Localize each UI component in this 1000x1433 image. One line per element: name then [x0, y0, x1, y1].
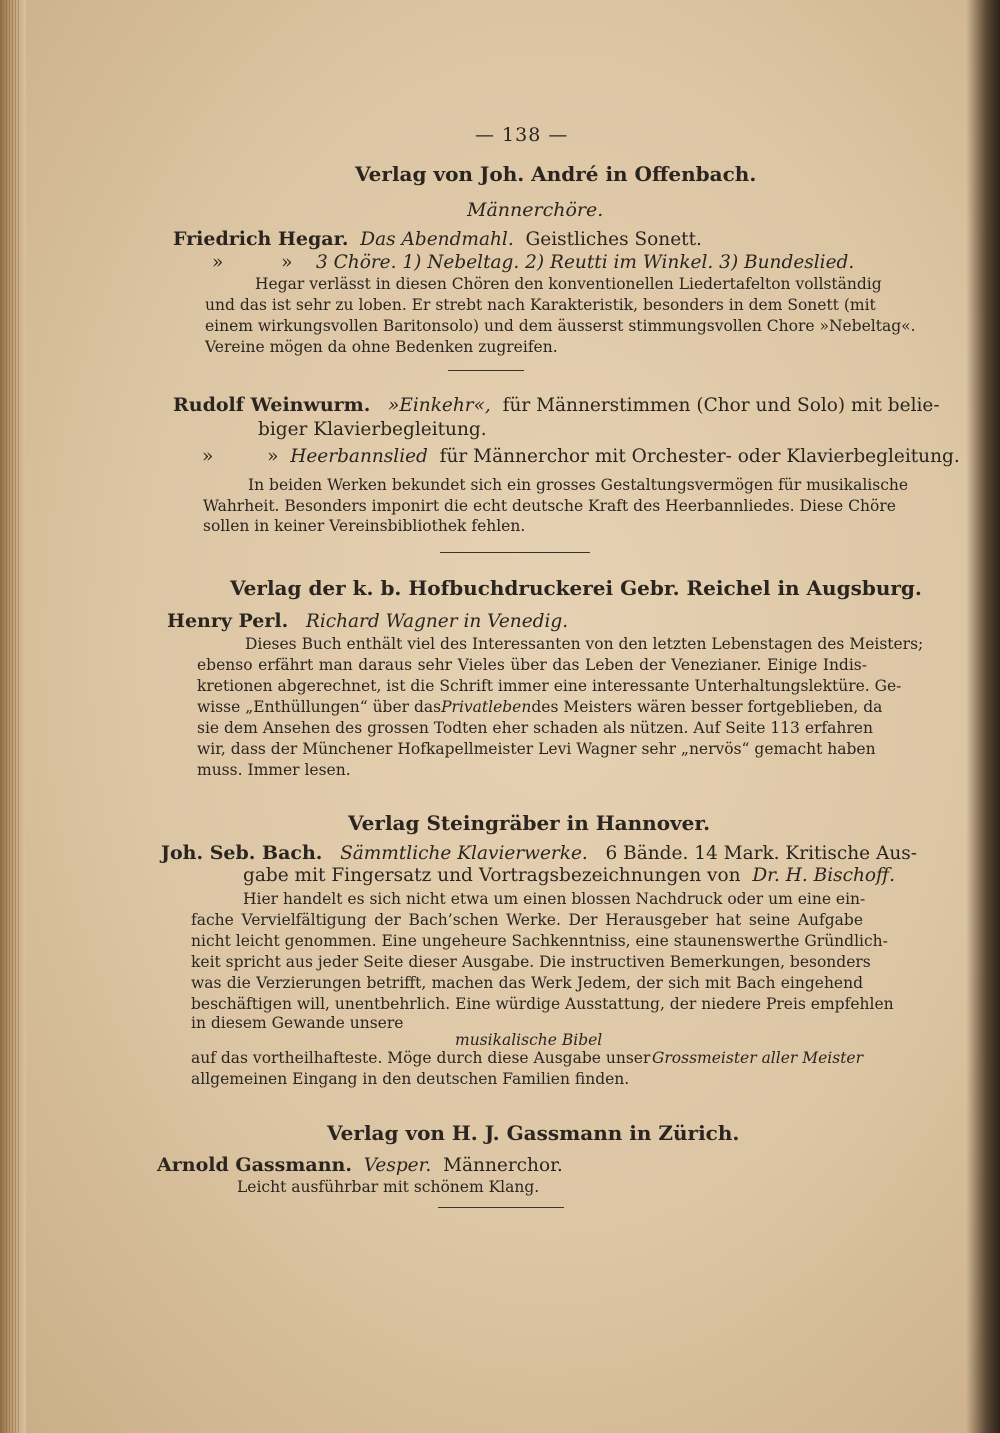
- review-line: einem wirkungsvollen Baritonsolo) und dem äusserst stimmungsvollen Chore »Nebeltag«.: [205, 317, 916, 335]
- review-line: Dieses Buch enthält viel des Interessanten von den letzten Lebenstagen des Meisters;: [245, 635, 924, 653]
- review-line: beschäftigen will, unentbehrlich. Eine würdige Ausstattung, der niedere Preis empfehlen: [191, 995, 894, 1013]
- entry-bach-2: [243, 865, 895, 886]
- review-line: allgemeinen Eingang in den deutschen Familien finden.: [191, 1070, 630, 1088]
- author-name: Arnold Gassmann.: [157, 1154, 352, 1176]
- book-spine: [0, 0, 26, 1433]
- review-line: und das ist sehr zu loben. Er strebt nach Karakteristik, besonders in dem Sonett (mit: [205, 296, 876, 314]
- review-text: wisse „Enthüllungen“ über das: [197, 698, 442, 716]
- work-description: 6 Bände. 14 Mark. Kritische Aus-: [605, 843, 917, 864]
- review-line: nicht leicht genommen. Eine ungeheure Sachkenntniss, eine staunenswerthe Gründlich-: [191, 932, 888, 950]
- editor-name: Dr. H. Bischoff.: [752, 865, 896, 886]
- section-divider: [438, 1207, 564, 1208]
- entry-hegar-2: [212, 252, 854, 273]
- entry-gassmann: [157, 1154, 563, 1176]
- section-divider: [448, 370, 524, 371]
- review-line: ebenso erfährt man daraus sehr Vieles über das Leben der Venezianer. Einige Indis-: [197, 656, 867, 674]
- work-title: Vesper.: [363, 1155, 432, 1176]
- review-line-mixed: [191, 1048, 863, 1069]
- entry-hegar-1: [173, 228, 702, 250]
- review-text: des Meisters wären besser fortgeblieben, da: [531, 698, 883, 716]
- publisher-heading-andre: Verlag von Joh. André in Offenbach.: [355, 162, 757, 186]
- entry-perl: [167, 610, 568, 632]
- work-description: für Männerstimmen (Chor und Solo) mit belie-: [502, 395, 940, 416]
- page-edge-shadow: [966, 0, 1000, 1433]
- review-line: Hier handelt es sich nicht etwa um einen blossen Nachdruck oder um eine ein-: [243, 890, 866, 908]
- review-line: sollen in keiner Vereinsbibliothek fehlen.: [203, 517, 526, 535]
- work-description-cont: gabe mit Fingersatz und Vortragsbezeichnungen von: [243, 865, 741, 886]
- ditto-mark: »: [202, 446, 214, 467]
- review-line: wir, dass der Münchener Hofkapellmeister Levi Wagner sehr „nervös“ gemacht haben: [197, 740, 876, 758]
- review-emphasis: Grossmeister aller Meister: [652, 1049, 863, 1067]
- review-line-mixed: [197, 697, 883, 718]
- work-title: Richard Wagner in Venedig.: [305, 611, 569, 632]
- review-line: kretionen abgerechnet, ist die Schrift immer eine interessante Unterhaltungslektüre. Ge-: [197, 677, 902, 695]
- review-line: Vereine mögen da ohne Bedenken zugreifen.: [205, 338, 558, 356]
- work-title: Sämmtliche Klavierwerke.: [340, 843, 588, 864]
- review-line: was die Verzierungen betrifft, machen das Werk Jedem, der sich mit Bach eingehend: [191, 974, 863, 992]
- review-text: auf das vortheilhafteste. Möge durch diese Ausgabe unser: [191, 1049, 651, 1067]
- ditto-mark: »: [212, 252, 224, 273]
- author-name: Rudolf Weinwurm.: [173, 394, 371, 416]
- review-line: muss. Immer lesen.: [197, 761, 351, 779]
- publisher-heading-reichel: Verlag der k. b. Hofbuchdruckerei Gebr. Reichel in Augsburg.: [230, 576, 922, 600]
- publisher-heading-gassmann: Verlag von H. J. Gassmann in Zürich.: [327, 1121, 740, 1145]
- author-name: Joh. Seb. Bach.: [161, 842, 323, 864]
- work-description: Geistliches Sonett.: [525, 229, 702, 250]
- work-title: Das Abendmahl.: [360, 229, 514, 250]
- work-title: »Einkehr«,: [388, 395, 491, 416]
- author-name: Henry Perl.: [167, 610, 289, 632]
- review-line: sie dem Ansehen des grossen Todten eher schaden als nützen. Auf Seite 113 erfahren: [197, 719, 873, 737]
- review-line: fache Vervielfältigung der Bach’schen Werke. Der Herausgeber hat seine Aufgabe: [191, 911, 863, 929]
- work-description: Männerchor.: [443, 1155, 563, 1176]
- ditto-mark: »: [281, 252, 293, 273]
- work-title: Heerbannslied: [290, 446, 428, 467]
- work-title: 3 Chöre. 1) Nebeltag. 2) Reutti im Winkel. 3) Bundeslied.: [315, 252, 855, 273]
- review-line: Hegar verlässt in diesen Chören den konventionellen Liedertafelton vollständig: [255, 275, 882, 293]
- review-line: In beiden Werken bekundet sich ein grosses Gestaltungsvermögen für musikalische: [248, 476, 909, 494]
- publisher-heading-steingraeber: Verlag Steingräber in Hannover.: [348, 811, 711, 835]
- review-emphasis-line: musikalische Bibel: [455, 1031, 603, 1049]
- review-line: Leicht ausführbar mit schönem Klang.: [237, 1178, 540, 1196]
- review-line: keit spricht aus jeder Seite dieser Ausgabe. Die instructiven Bemerkungen, besonders: [191, 953, 871, 971]
- entry-weinwurm-1: [173, 394, 940, 416]
- page-number: — 138 —: [475, 124, 569, 146]
- review-emphasis: Privatleben: [441, 698, 532, 716]
- section-subtitle: Männerchöre.: [467, 199, 604, 221]
- entry-bach-1: [161, 842, 917, 864]
- work-description-cont: biger Klavierbegleitung.: [258, 419, 487, 440]
- work-description: für Männerchor mit Orchester- oder Klavierbegleitung.: [439, 446, 960, 467]
- ditto-mark: »: [267, 446, 279, 467]
- entry-weinwurm-2: [202, 446, 960, 467]
- author-name: Friedrich Hegar.: [173, 228, 349, 250]
- review-line: in diesem Gewande unsere: [191, 1014, 404, 1032]
- section-divider: [440, 552, 590, 553]
- review-line: Wahrheit. Besonders imponirt die echt deutsche Kraft des Heerbannliedes. Diese Chöre: [203, 497, 896, 515]
